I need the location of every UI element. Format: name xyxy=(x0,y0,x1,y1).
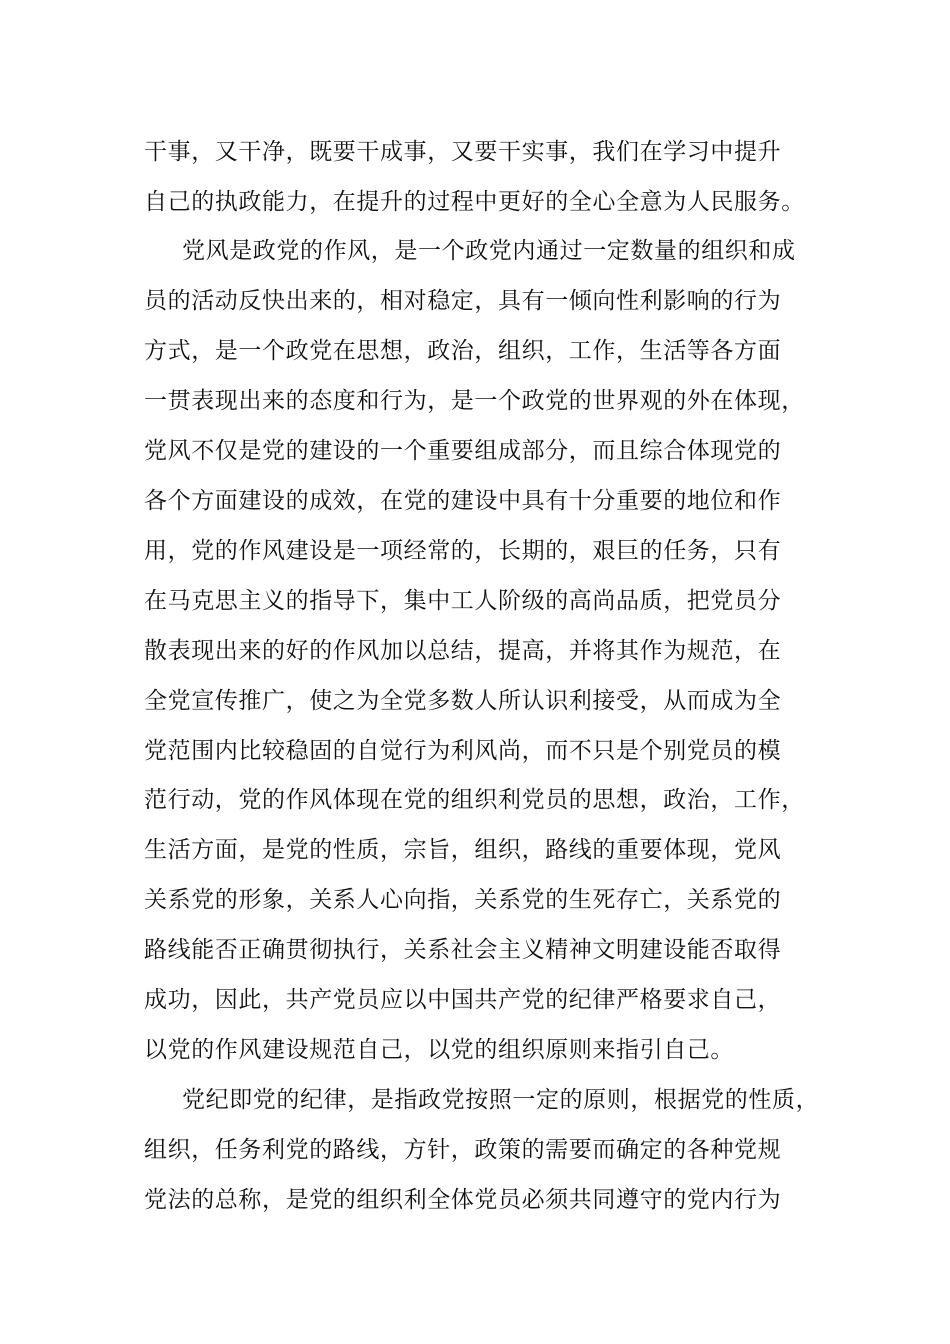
paragraph-start-party-discipline: 党纪即党的纪律，是指政党按照一定的原则，根据党的性质， xyxy=(182,1087,820,1113)
text-line-14: 范行动，党的作风体现在党的组织利党员的思想，政治，工作， xyxy=(144,787,805,813)
text-line-10: 在马克思主义的指导下，集中工人阶级的高尚品质，把党员分 xyxy=(144,588,782,614)
text-line-4: 员的活动反快出来的，相对稳定，具有一倾向性利影响的行为 xyxy=(144,288,782,314)
text-line-19: 以党的作风建设规范自己，以党的组织原则来指引自己。 xyxy=(144,1037,734,1063)
text-line-7: 党风不仅是党的建设的一个重要组成部分，而且综合体现党的 xyxy=(144,438,782,464)
text-line-9: 用，党的作风建设是一项经常的，长期的，艰巨的任务，只有 xyxy=(144,538,782,564)
text-line-6: 一贯表现出来的态度和行为，是一个政党的世界观的外在体现， xyxy=(144,388,805,414)
text-line-2: 自己的执政能力，在提升的过程中更好的全心全意为人民服务。 xyxy=(144,189,805,215)
text-line-11: 散表现出来的好的作风加以总结，提高，并将其作为规范，在 xyxy=(144,638,782,664)
text-line-15: 生活方面，是党的性质，宗旨，组织，路线的重要体现，党风 xyxy=(144,837,782,863)
text-line-17: 路线能否正确贯彻执行，关系社会主义精神文明建设能否取得 xyxy=(144,937,782,963)
text-line-8: 各个方面建设的成效，在党的建设中具有十分重要的地位和作 xyxy=(144,488,782,514)
text-line-1: 干事，又干净，既要干成事，又要干实事，我们在学习中提升 xyxy=(144,139,782,165)
text-line-18: 成功，因此，共产党员应以中国共产党的纪律严格要求自己， xyxy=(144,987,782,1013)
text-line-12: 全党宣传推广，使之为全党多数人所认识利接受，从而成为全 xyxy=(144,688,782,714)
text-line-5: 方式，是一个政党在思想，政治，组织，工作，生活等各方面 xyxy=(144,338,782,364)
text-line-16: 关系党的形象，关系人心向指，关系党的生死存亡，关系党的 xyxy=(144,887,782,913)
text-line-21: 组织，任务利党的路线，方针，政策的需要而确定的各种党规 xyxy=(144,1137,782,1163)
text-line-13: 党范围内比较稳固的自觉行为利风尚，而不只是个别党员的模 xyxy=(144,738,782,764)
text-line-22: 党法的总称，是党的组织利全体党员必须共同遵守的党内行为 xyxy=(144,1187,782,1213)
paragraph-start-party-style: 党风是政党的作风，是一个政党内通过一定数量的组织和成 xyxy=(182,238,796,264)
